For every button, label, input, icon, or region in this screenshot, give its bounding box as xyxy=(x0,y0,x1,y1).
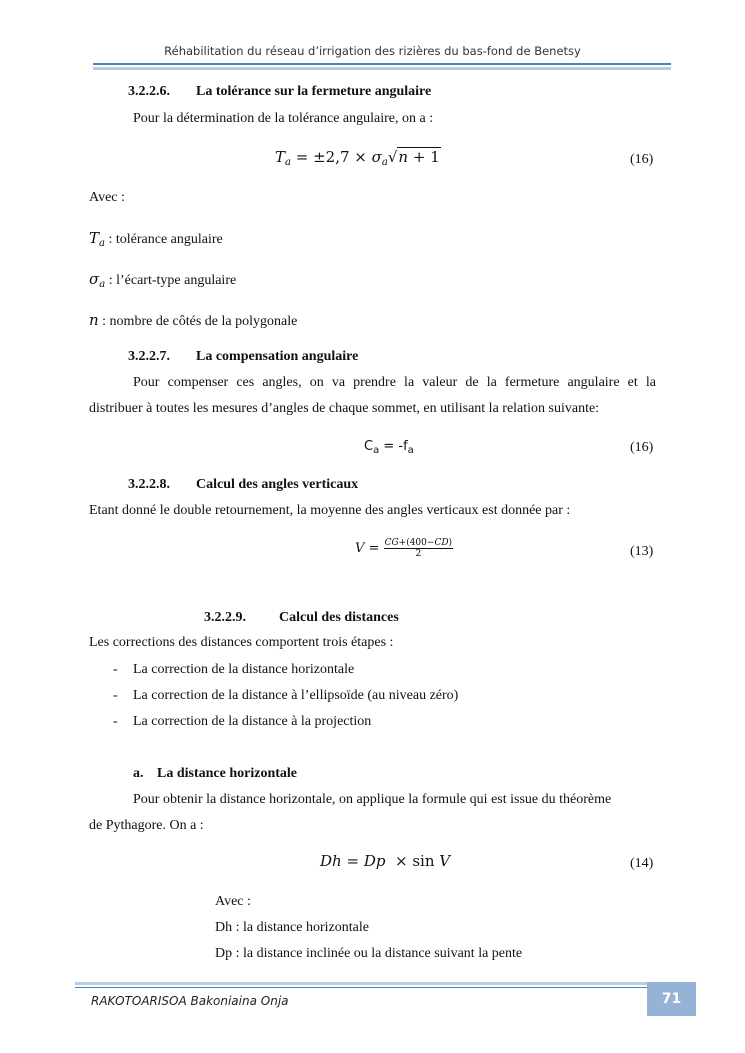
equation-number: (13) xyxy=(630,544,654,559)
header-rule xyxy=(93,63,671,65)
equation-number: (16) xyxy=(630,440,654,455)
section-3227-number: 3.2.2.7. xyxy=(128,349,170,364)
section-3227-line1: Pour compenser ces angles, on va prendre la valeur de la fermeture angulaire et la xyxy=(133,375,656,390)
footer-author: RAKOTOARISOA Bakoniaina Onja xyxy=(91,994,289,1008)
footer-rule-light xyxy=(75,982,647,985)
avec-label: Avec : xyxy=(215,894,251,909)
section-3227-title: La compensation angulaire xyxy=(196,349,359,364)
section-3226-title: La tolérance sur la fermeture angulaire xyxy=(196,84,432,99)
section-3227-line2: distribuer à toutes les mesures d’angles de chaque sommet, en utilisant la relation suivante: xyxy=(89,401,600,416)
list-item: - La correction de la distance à la projection xyxy=(113,714,372,729)
section-3226-number: 3.2.2.6. xyxy=(128,84,170,99)
definition-n: n : nombre de côtés de la polygonale xyxy=(89,311,298,329)
list-item: - La correction de la distance horizontale xyxy=(113,662,355,677)
definition-ta: $T_a$ : tolérance angulaire xyxy=(89,229,223,249)
definition-sigma: $\sigma_a$ : l’écart-type angulaire xyxy=(89,270,237,290)
page-header: Réhabilitation du réseau d’irrigation des rizières du bas-fond de Benetsy xyxy=(164,44,581,58)
subsection-a-title: La distance horizontale xyxy=(157,766,297,781)
subsection-a-line2: de Pythagore. On a : xyxy=(89,818,204,833)
definition-dp: Dp : la distance inclinée ou la distance suivant la pente xyxy=(215,946,523,961)
section-3226-intro: Pour la détermination de la tolérance angulaire, on a : xyxy=(133,111,434,126)
section-3228-intro: Etant donné le double retournement, la moyenne des angles verticaux est donnée par : xyxy=(89,503,571,518)
equation-number: (14) xyxy=(630,856,654,871)
equation-number: (16) xyxy=(630,152,654,167)
equation-horizontal-distance: Dh = Dp × sin V xyxy=(320,852,451,870)
equation-vertical-angle: V = $\frac{CG+(400-CD)}{2}$ xyxy=(355,538,453,559)
list-item: - La correction de la distance à l’ellipsoïde (au niveau zéro) xyxy=(113,688,459,703)
subsection-a-label: a. xyxy=(133,766,144,781)
subsection-a-line1: Pour obtenir la distance horizontale, on applique la formule qui est issue du théorème xyxy=(133,792,612,807)
section-3228-title: Calcul des angles verticaux xyxy=(196,477,359,492)
section-3229-intro: Les corrections des distances comportent trois étapes : xyxy=(89,635,394,650)
section-3228-number: 3.2.2.8. xyxy=(128,477,170,492)
equation-compensation: $C_a = -f_a$ xyxy=(364,439,414,456)
footer-rule xyxy=(75,987,647,988)
avec-label: Avec : xyxy=(89,190,125,205)
equation-tolerance: $T_a = \pm 2,7 \times \sigma_a√n + 1$ xyxy=(275,148,440,168)
page-number: 71 xyxy=(647,982,696,1016)
section-3229-title: Calcul des distances xyxy=(279,610,399,625)
header-rule-light xyxy=(93,67,671,70)
section-3229-number: 3.2.2.9. xyxy=(204,610,246,625)
definition-dh: Dh : la distance horizontale xyxy=(215,920,369,935)
